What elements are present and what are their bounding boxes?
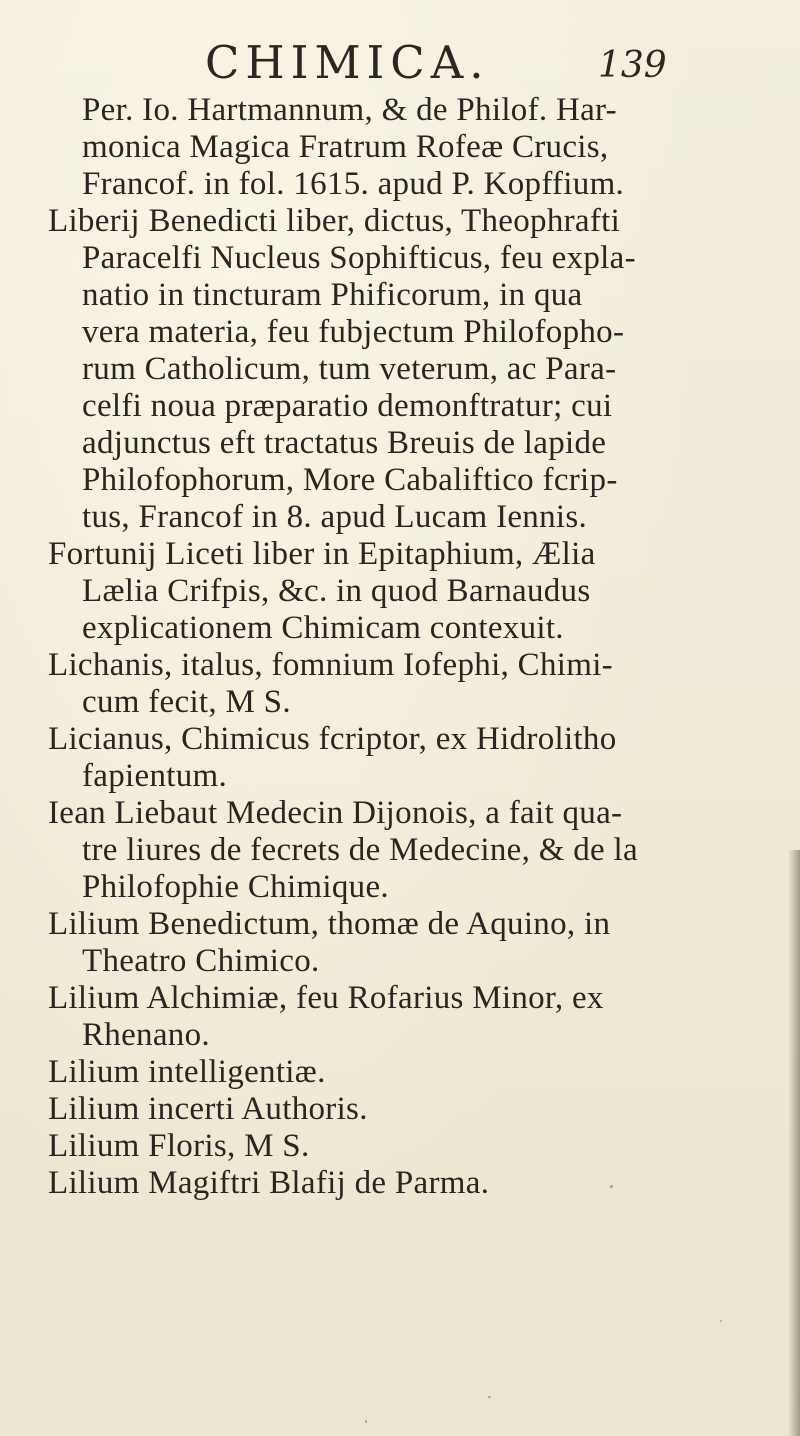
entry-start-line: Lichanis, italus, fomnium Iofephi, Chimi- [48,647,613,683]
text-line: tre liures de fecrets de Medecine, & de la [82,832,638,868]
text-line: natio in tincturam Phificorum, in qua [82,277,583,313]
page-edge-shadow [788,850,800,1436]
ink-speck [610,1185,613,1188]
entry-start-line: Lilium Alchimiæ, feu Rofarius Minor, ex [48,980,604,1016]
text-line: Lælia Crifpis, &c. in quod Barnaudus [82,573,591,609]
text-line: Rhenano. [82,1017,210,1053]
text-line: Paracelfi Nucleus Sophifticus, feu expla- [82,240,636,276]
entry-start-line: Liberij Benedicti liber, dictus, Theophrafti [48,203,621,239]
running-head [0,38,800,98]
entry-start-line: Lilium incerti Authoris. [48,1091,368,1127]
text-line: explicationem Chimicam contexuit. [82,610,564,646]
text-line: cum fecit, M S. [82,684,291,720]
page-number: 139 [598,45,667,86]
text-line: fapientum. [82,758,228,794]
text-line: vera materia, feu fubjectum Philofopho- [82,314,625,350]
entry-start-line: Lilium Benedictum, thomæ de Aquino, in [48,906,611,942]
text-line: celfi noua præparatio demonftratur; cui [82,388,613,424]
text-line: Philofophie Chimique. [82,869,389,905]
text-line: Philofophorum, More Cabaliftico fcrip- [82,462,618,498]
running-title: CHIMICA. [205,36,490,89]
text-line: Theatro Chimico. [82,943,320,979]
ink-speck [720,1320,722,1322]
entry-start-line: Iean Liebaut Medecin Dijonois, a fait qua- [48,795,623,831]
entry-start-line: Fortunij Liceti liber in Epitaphium, Ælia [48,536,596,572]
text-line: adjunctus eft tractatus Breuis de lapide [82,425,607,461]
text-line: monica Magica Fratrum Rofeæ Crucis, [82,129,609,165]
entry-start-line: Lilium Magiftri Blafij de Parma. [48,1165,490,1201]
entry-start-line: Lilium Floris, M S. [48,1128,310,1164]
text-line: Per. Io. Hartmannum, & de Philof. Har- [82,92,617,128]
entry-start-line: Licianus, Chimicus fcriptor, ex Hidrolitho [48,721,617,757]
text-line: Francof. in fol. 1615. apud P. Kopffium. [82,166,625,202]
text-line: tus, Francof in 8. apud Lucam Iennis. [82,499,588,535]
ink-speck [488,1396,491,1398]
ink-speck [365,1420,367,1423]
text-line: rum Catholicum, tum veterum, ac Para- [82,351,617,387]
entry-start-line: Lilium intelligentiæ. [48,1054,326,1090]
